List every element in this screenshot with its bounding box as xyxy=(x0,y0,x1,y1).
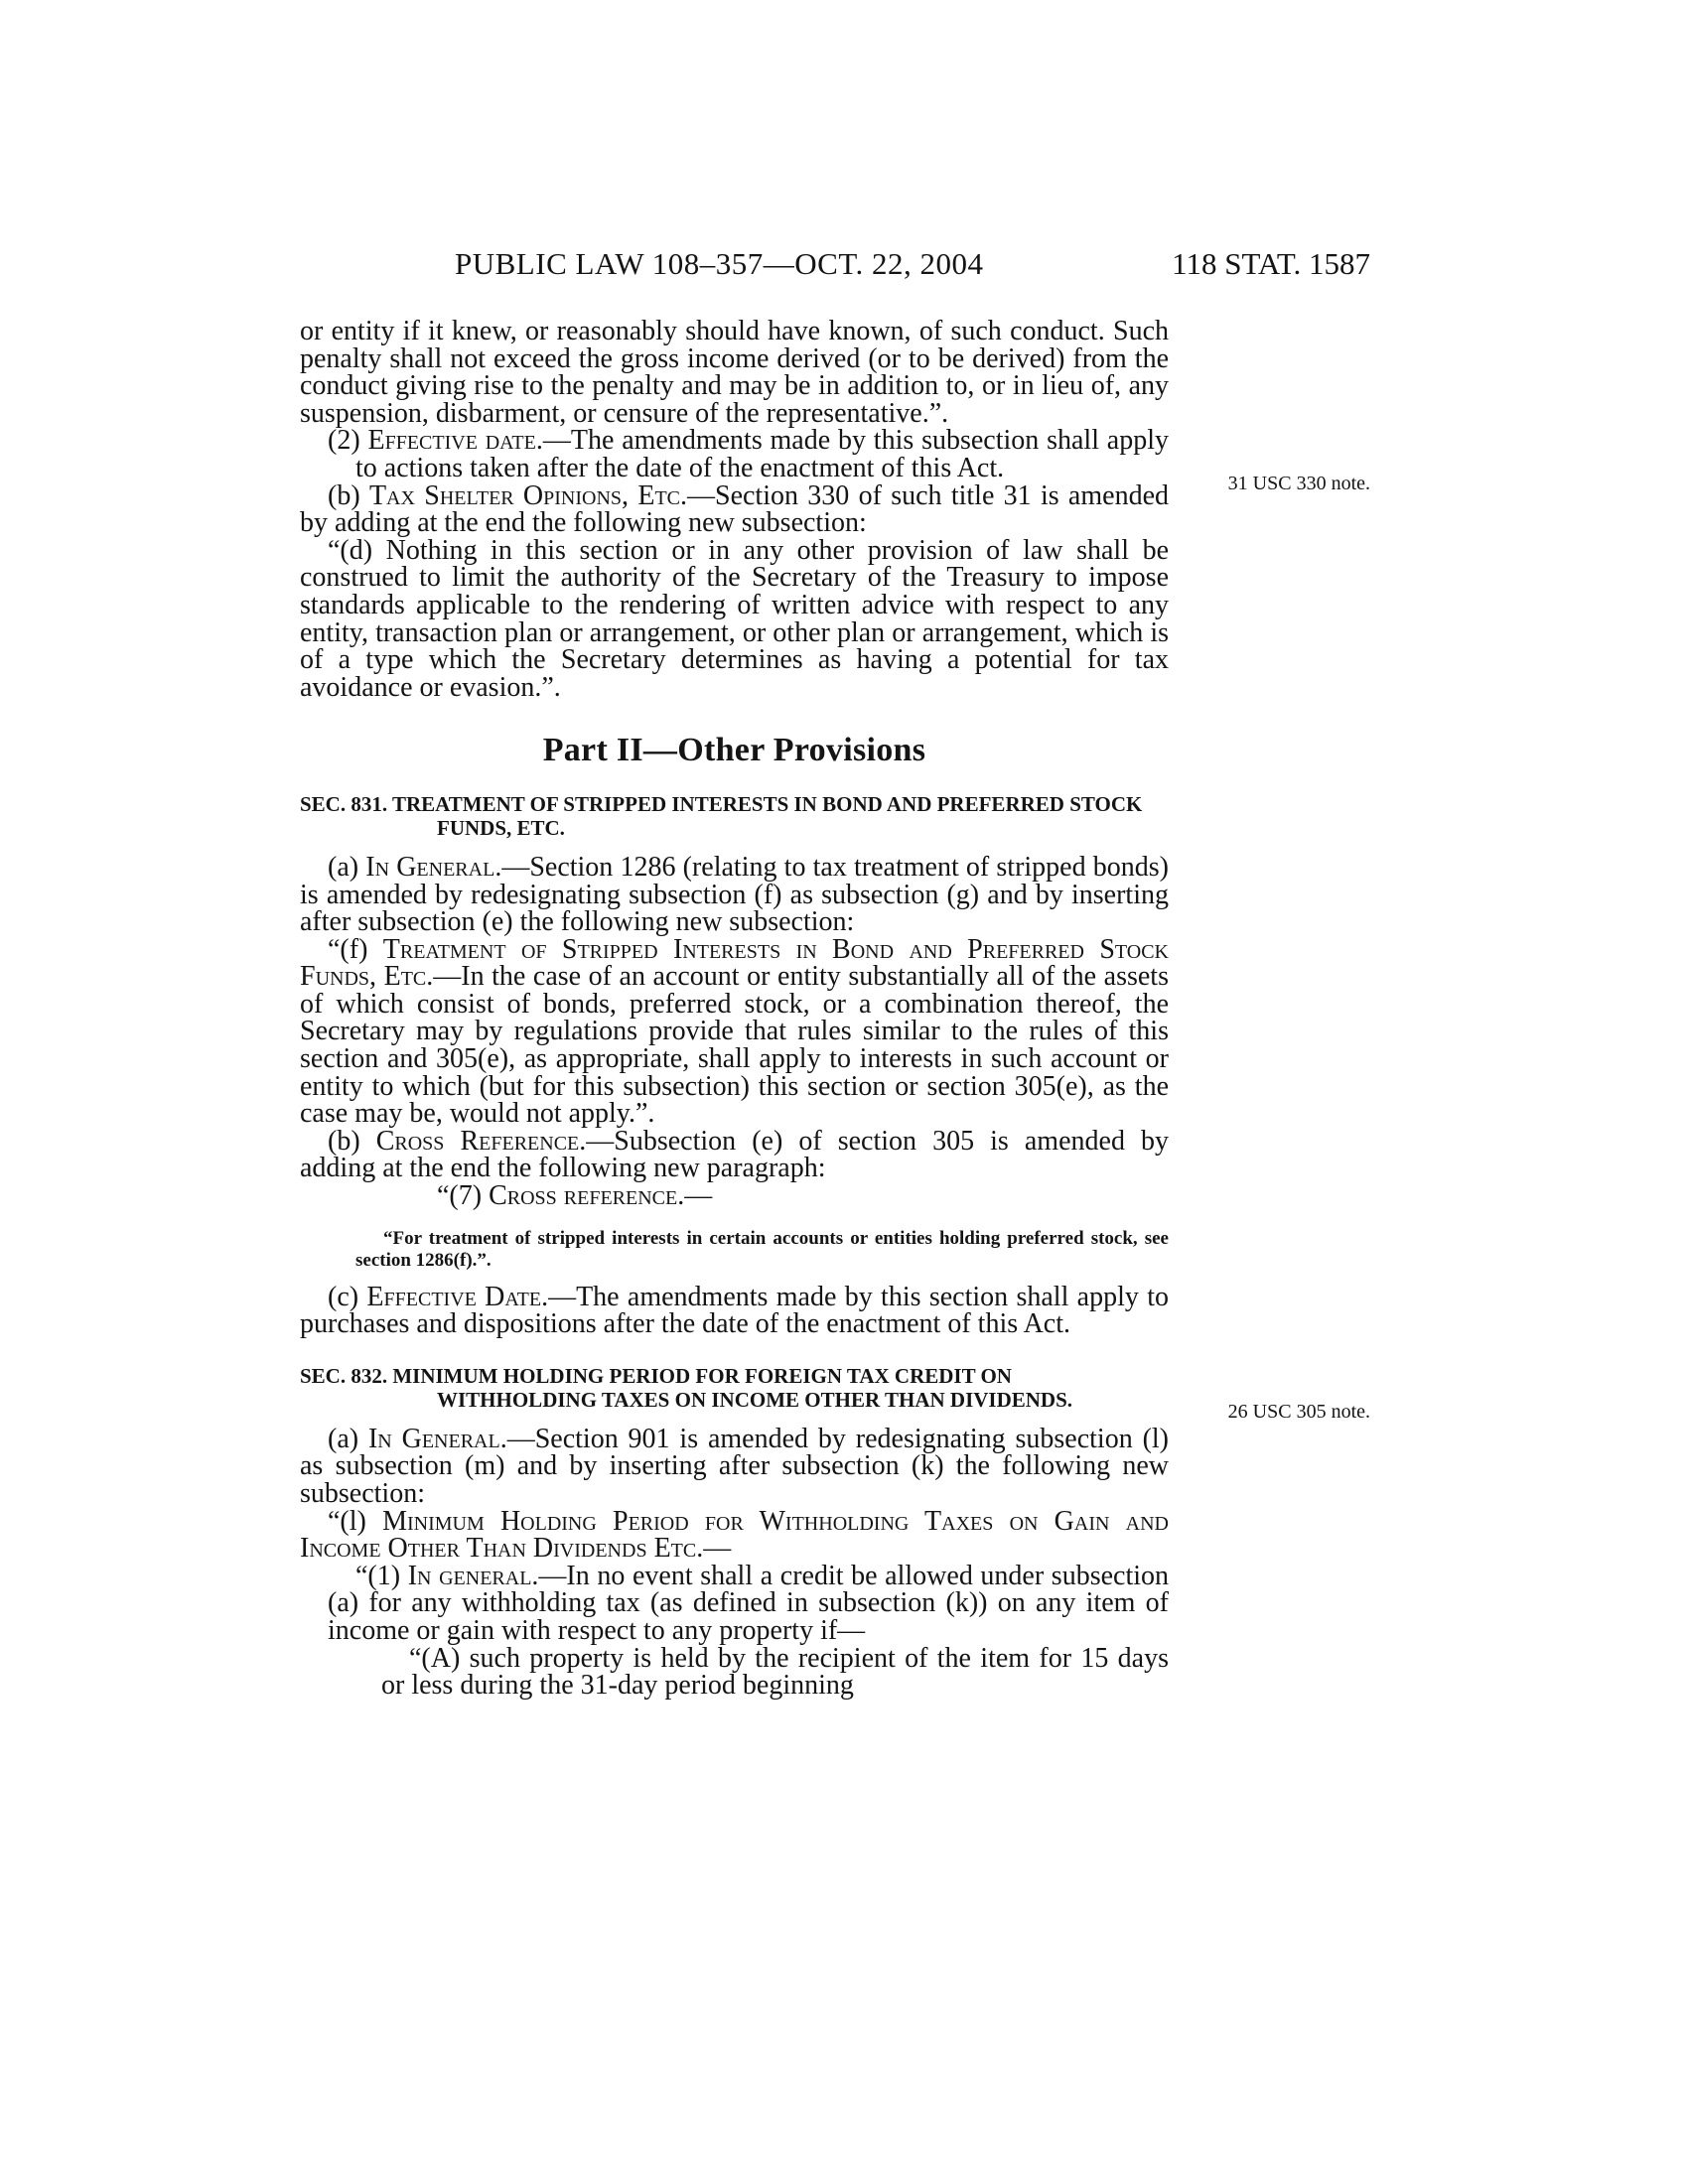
caption-tax-shelter-opinions: Tax Shelter Opinions, Etc xyxy=(368,479,680,511)
caption-in-general-832: In General xyxy=(367,1423,500,1454)
sec832-paragraph-a: (a) In General.—Section 901 is amended by redesignating subsection (l) as subsection (m) and by inserting after subsection (k) the following new subsection: xyxy=(300,1423,1170,1509)
running-header xyxy=(298,246,1370,286)
part-title: Part II—Other Provisions xyxy=(542,732,926,769)
paragraph-effective-date: (2) Effective date.—The amendments made by this subsection shall apply to actions taken after the date of the enactment of this Act. xyxy=(328,425,1170,483)
header-title: PUBLIC LAW 108–357—OCT. 22, 2004 xyxy=(455,246,984,281)
caption-treatment-stripped-interests: Treatment of Stripped Interests in Bond and Preferred Stock Funds, Etc xyxy=(300,933,1170,993)
caption-cross-reference: Cross Reference xyxy=(375,1125,580,1157)
sec832-subsection-l: “(l) Minimum Holding Period for Withholding Taxes on Gain and Income Other Than Dividends Etc.— xyxy=(300,1505,1169,1565)
body-text xyxy=(300,318,1169,1700)
paragraph-continued: or entity if it knew, or reasonably should have known, of such conduct. Such penalty shall not exceed the gross income derived (or to be derived) from the conduct giving rise to the penalty and may be in addition to, or in lieu of, any suspension, disbarment, or censure of the representative.”. xyxy=(300,316,1169,429)
paragraph-tax-shelter-opinions: (b) Tax Shelter Opinions, Etc.—Section 330 of such title 31 is amended by adding at the end the following new subsection: xyxy=(300,479,1169,539)
paragraph-subsection-d: “(d) Nothing in this section or in any other provision of law shall be construed to limit the authority of the Secretary of the Treasury to impose standards applicable to the rendering of written advice with respect to any entity, transaction plan or arrangement, or other plan or arrangement, which is of a type which the Secretary determines as having a potential for tax avoidance or evasion.”. xyxy=(300,534,1169,703)
margin-note-26-usc: 26 USC 305 note. xyxy=(1227,1401,1370,1423)
header-stat-page: 118 STAT. 1587 xyxy=(1172,246,1370,281)
cross-reference-quote: “For treatment of stripped interests in certain accounts or entities holding preferred stock, see section 1286(f).”. xyxy=(355,1227,1169,1271)
caption-in-general: In General xyxy=(365,851,495,883)
caption-cross-reference-7: Cross reference xyxy=(489,1180,678,1212)
sec832-subparagraph-A: “(A) such property is held by the recipient of the item for 15 days or less during the 31-day period beginning xyxy=(381,1642,1169,1702)
sec831-paragraph-c: (c) Effective Date.—The amendments made by this section shall apply to purchases and dispositions after the date of the enactment of this Act. xyxy=(300,1281,1169,1340)
sec831-subsection-f: “(f) Treatment of Stripped Interests in Bond and Preferred Stock Funds, Etc.—In the case of an account or entity substantially all of the assets of which consist of bonds, preferred stock, or a combination thereof, the Secretary may by regulations provide that rules similar to the rules of this section and 305(e), as appropriate, shall apply to interests in such account or entity to which (but for this subsection) this section or section 305(e), as the case may be, would not apply.”. xyxy=(300,933,1170,1130)
caption-minimum-holding-period: Minimum Holding Period for Withholding Taxes on Gain and Income Other Than Dividends Etc xyxy=(300,1505,1169,1565)
caption-effective-date: Effective date xyxy=(367,425,536,457)
sec831-paragraph-7: “(7) Cross reference.— xyxy=(437,1180,713,1212)
margin-note-31-usc: 31 USC 330 note. xyxy=(1227,473,1370,494)
section-832-heading: SEC. 832. MINIMUM HOLDING PERIOD FOR FOREIGN TAX CREDIT ON WITHHOLDING TAXES ON INCOME OTHER THAN DIVIDENDS. xyxy=(300,1363,1073,1412)
caption-in-general-1: In general xyxy=(407,1560,532,1591)
sec831-paragraph-b: (b) Cross Reference.—Subsection (e) of section 305 is amended by adding at the end the following new paragraph: xyxy=(300,1125,1170,1184)
sec831-paragraph-a: (a) In General.—Section 1286 (relating to tax treatment of stripped bonds) is amended by redesignating subsection (f) as subsection (g) and by inserting after subsection (e) the following new subsection: xyxy=(300,851,1170,938)
caption-effective-date-c: Effective Date xyxy=(366,1281,542,1312)
sec832-paragraph-1: “(1) In general.—In no event shall a credit be allowed under subsection (a) for any withholding tax (as defined in subsection (k)) on any item of income or gain with respect to any property if— xyxy=(328,1560,1170,1646)
section-831-heading: SEC. 831. TREATMENT OF STRIPPED INTERESTS IN BOND AND PREFERRED STOCK FUNDS, ETC. xyxy=(300,791,1143,840)
